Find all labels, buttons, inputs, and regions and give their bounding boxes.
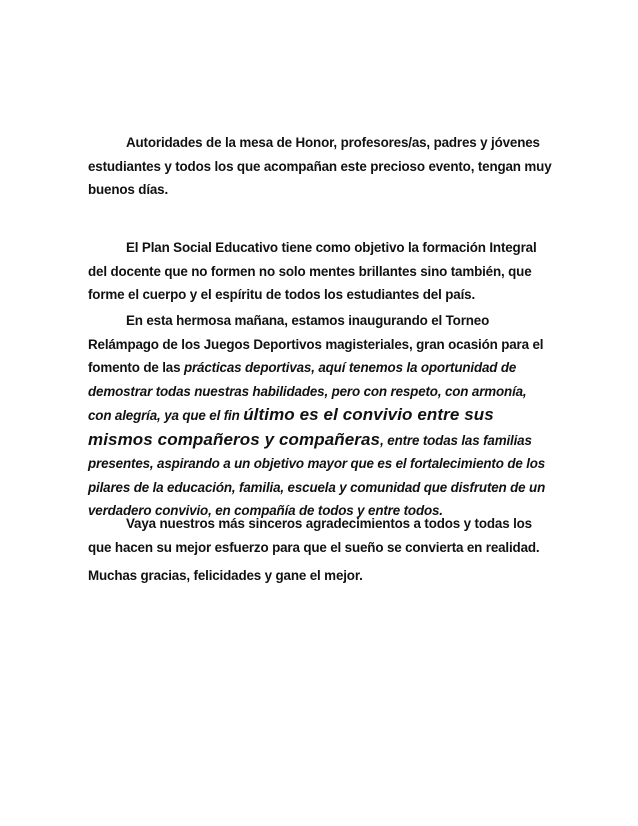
paragraph-tournament [88,309,552,523]
paragraph-thanks [88,512,552,559]
paragraph-plan-social [88,236,552,307]
tournament-text-italic: prácticas deportivas, aquí tenemos la oportunidad de demostrar todas nuestras habilidades, pero con respeto, con armonía, con alegría, ya que el fin [88,360,527,423]
tournament-text-italic-end: , entre todas las familias presentes, aspirando a un objetivo mayor que es el fortalecimiento de los pilares de la educación, familia, escuela y comunidad que disfruten de un verdadero convivio, en compañía de todos y entre todos. [88,432,546,518]
tournament-text-emphasis: último es el convivio entre sus mismos compañeros y compañeras [88,405,494,449]
paragraph-greeting [88,131,552,202]
paragraph-greeting-text: Autoridades de la mesa de Honor, profesores/as, padres y jóvenes estudiantes y todos los que acompañan este precioso evento, tengan muy buenos días. [88,135,552,197]
paragraph-thanks-text: Vaya nuestros más sinceros agradecimientos a todos y todas los que hacen su mejor esfuerzo para que el sueño se convierta en realidad. [88,516,540,555]
paragraph-tournament-text [88,309,552,523]
paragraph-closing-text: Muchas gracias, felicidades y gane el mejor. [88,568,363,583]
tournament-text-regular: En esta hermosa mañana, estamos inaugurando el Torneo Relámpago de los Juegos Deportivos magisteriales, gran ocasión para el fomento de las [88,313,544,375]
paragraph-closing [88,564,552,588]
paragraph-plan-social-text: El Plan Social Educativo tiene como objetivo la formación Integral del docente que no formen no solo mentes brillantes sino también, que forme el cuerpo y el espíritu de todos los estudiantes del país. [88,240,537,302]
